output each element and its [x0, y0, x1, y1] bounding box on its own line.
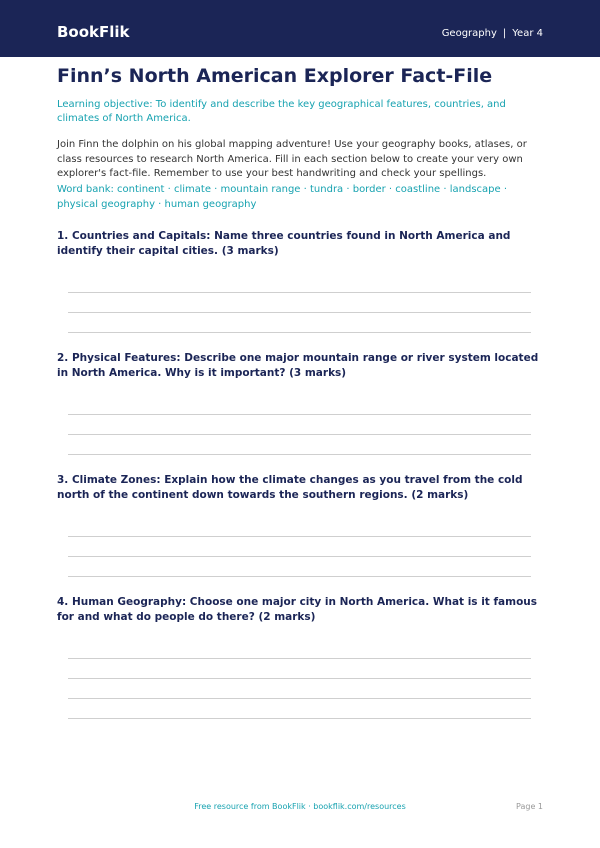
answer-line[interactable] [68, 312, 531, 313]
footer-resource-link[interactable]: Free resource from BookFlik · bookflik.com/resources [194, 802, 406, 811]
question-1: 1. Countries and Capitals: Name three countries found in North America and identify their capital cities. (3 marks) [57, 230, 511, 257]
word-bank: Word bank: continent · climate · mountain range · tundra · border · coastline · landscape · physical geography · human geography [57, 184, 508, 210]
answer-line[interactable] [68, 698, 531, 699]
answer-line[interactable] [68, 576, 531, 577]
page-title: Finn’s North American Explorer Fact-File [57, 65, 493, 87]
answer-line[interactable] [68, 556, 531, 557]
answer-line[interactable] [68, 434, 531, 435]
header-separator: | [502, 28, 507, 39]
answer-line[interactable] [68, 332, 531, 333]
subject-label: Geography [441, 28, 497, 39]
year-label: Year 4 [512, 28, 543, 39]
brand-logo[interactable]: BookFlik [57, 23, 130, 41]
answer-line[interactable] [68, 414, 531, 415]
question-3: 3. Climate Zones: Explain how the climate changes as you travel from the cold north of the continent down towards the southern regions. (2 marks) [57, 474, 523, 501]
page-header [0, 0, 600, 57]
subject-year-label [442, 27, 543, 40]
answer-line[interactable] [68, 454, 531, 455]
answer-line[interactable] [68, 536, 531, 537]
intro-paragraph: Join Finn the dolphin on his global mapping adventure! Use your geography books, atlases, or class resources to research North America. Fill in each section below to create your very own explorer's fact-file. Remember to use your best handwriting and check your spellings. [57, 139, 527, 179]
page-number: Page 1 [516, 802, 543, 811]
answer-line[interactable] [68, 292, 531, 293]
learning-objective: Learning objective: To identify and describe the key geographical features, countries, and climates of North America. [57, 99, 506, 124]
answer-line[interactable] [68, 678, 531, 679]
question-2: 2. Physical Features: Describe one major mountain range or river system located in North America. Why is it important? (3 marks) [57, 352, 539, 379]
answer-line[interactable] [68, 658, 531, 659]
question-4: 4. Human Geography: Choose one major city in North America. What is it famous for and what do people do there? (2 marks) [57, 596, 538, 623]
answer-line[interactable] [68, 718, 531, 719]
